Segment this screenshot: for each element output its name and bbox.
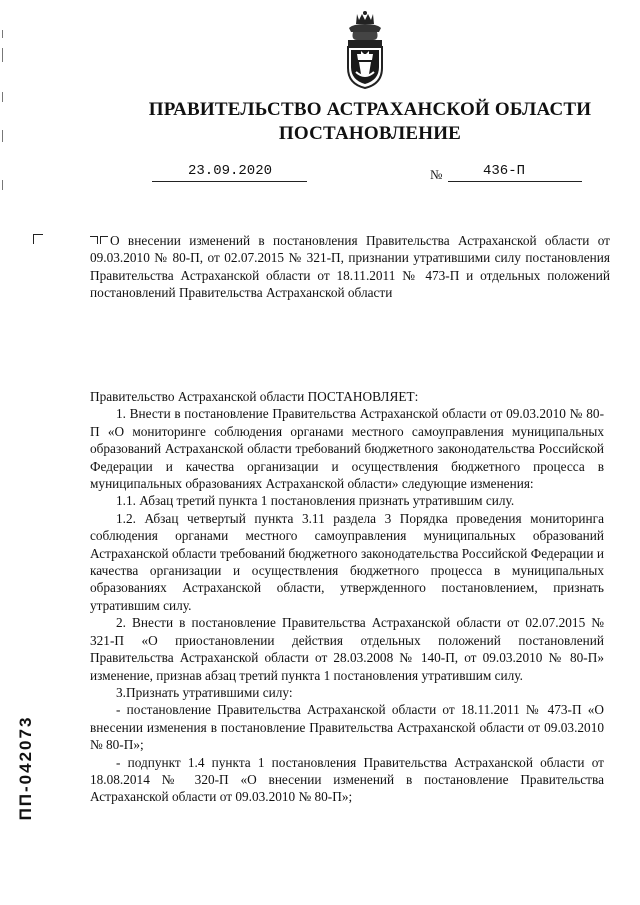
- government-name: ПРАВИТЕЛЬСТВО АСТРАХАНСКОЙ ОБЛАСТИ: [148, 99, 592, 120]
- preamble: Правительство Астраханской области ПОСТАНОВЛЯЕТ:: [90, 389, 419, 404]
- subject-text: О внесении изменений в постановления Правительства Астраханской области от 09.03.2010 № 80-П, от 02.07.2015 № 321-П, признании утратившими силу постановления Правительства Астраханской области от 18.11.2011 № 473-П и отдельных положений постановлений Правительства Астраханской области: [90, 233, 610, 300]
- document-number: 436-П: [483, 163, 526, 179]
- list-item-1: - постановление Правительства Астраханской области от 18.11.2011 № 473-П «О внесении изменения в постановление Правительства Астраханской области от 09.03.2010 № 80-П»;: [90, 702, 604, 753]
- document-date: 23.09.2020: [188, 163, 273, 179]
- document-type: ПОСТАНОВЛЕНИЕ: [278, 123, 462, 144]
- list-item-2: - подпункт 1.4 пункта 1 постановления Правительства Астраханской области от 18.08.2014 № 320-П «О внесении изменений в постановление Правительства Астраханской области от 09.03.2010 № 80-П»;: [90, 754, 604, 805]
- paragraph-1-2: 1.2. Абзац четвертый пункта 3.11 раздела 3 Порядка проведения мониторинга соблюдения органами местного самоуправления муниципальных образований Астраханской области требований бюджетного законодательства Российской Федерации и качества организации и осуществления бюджетного процесса в муниципальных образованиях Астраханской области, утвержденного постановлением, признать утратившим силу.: [90, 510, 604, 613]
- paragraph-3: 3.Признать утратившими силу:: [116, 684, 293, 700]
- left-corner-mark: [33, 234, 43, 244]
- paragraph-1: 1. Внести в постановление Правительства Астраханской области от 09.03.2010 № 80-П «О мониторинге соблюдения органами местного самоуправления муниципальных образований Астраханской области требований бюджетного законодательства Российской Федерации и качества организации и осуществления бюджетного процесса в муниципальных образованиях Астраханской области» следующие изменения:: [90, 406, 604, 492]
- document-body: [90, 388, 604, 806]
- subject-bracket-marks: [90, 235, 110, 245]
- number-sign: №: [430, 167, 443, 182]
- registration-code: ПП-042073: [16, 715, 35, 821]
- side-registration-stamp: [6, 668, 35, 868]
- paragraph-2: 2. Внести в постановление Правительства Астраханской области от 02.07.2015 № 321-П «О приостановлении действия отдельных положений постановлений Правительства Астраханской области от 28.03.2008 № 140-П, от 09.03.2010 № 80-П» изменение, признав абзац третий пункта 1 постановления утратившим силу.: [90, 615, 604, 683]
- document-subject: [90, 232, 610, 301]
- coat-of-arms-icon: [339, 10, 391, 90]
- paragraph-1-1: 1.1. Абзац третий пункта 1 постановления признать утратившим силу.: [116, 493, 515, 509]
